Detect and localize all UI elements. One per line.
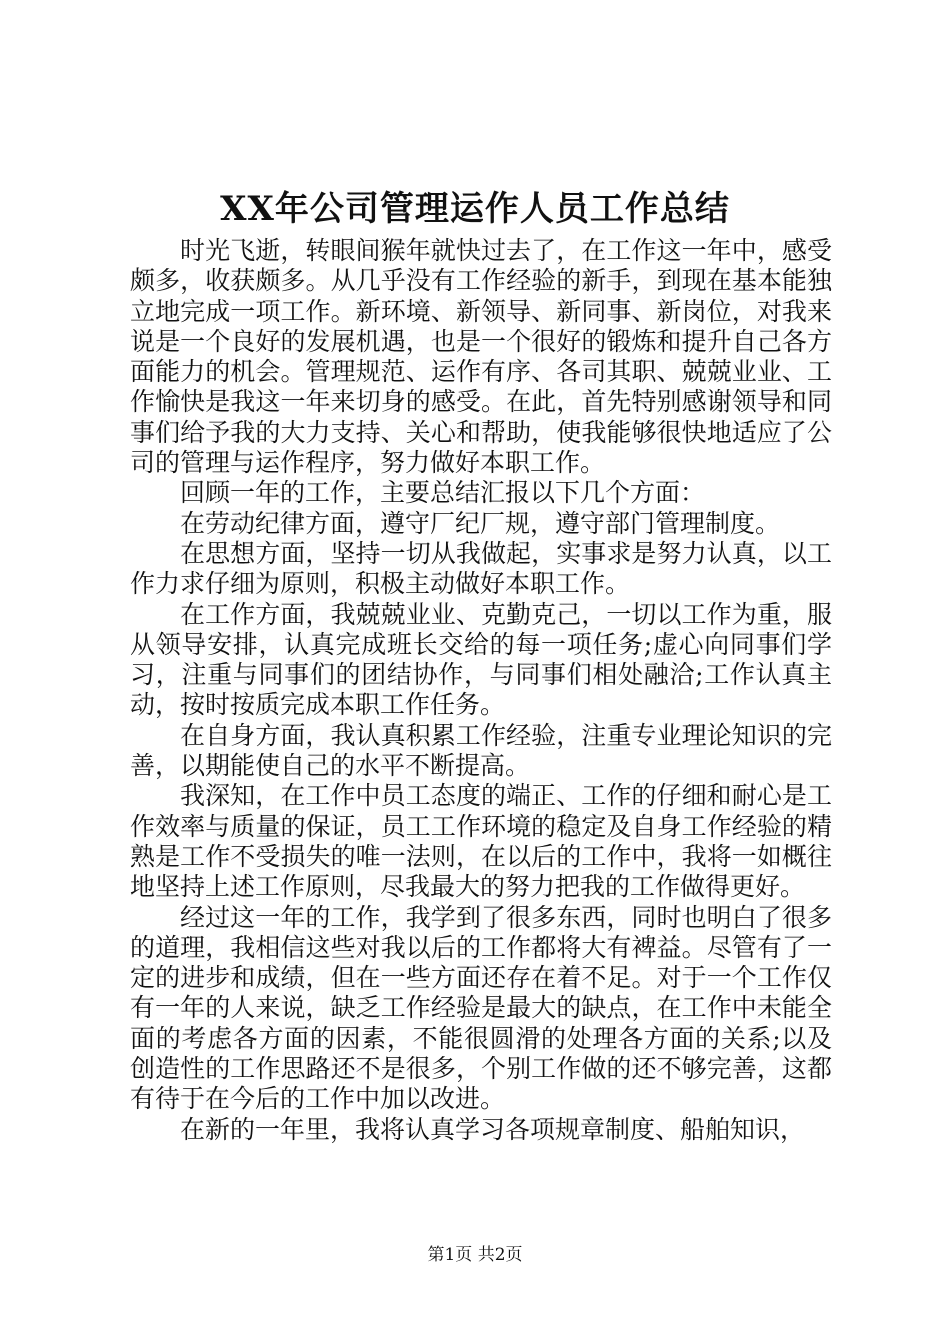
paragraph: 经过这一年的工作，我学到了很多东西，同时也明白了很多的道理，我相信这些对我以后的工作都将大有裨益。尽管有了一定的进步和成绩，但在一些方面还存在着不足。对于一个工作仅有一年的人来说，缺乏工作经验是最大的缺点，在工作中未能全面的考虑各方面的因素，不能很圆滑的处理各方面的关系;以及创造性的工作思路还不是很多，个别工作做的还不够完善，这都有待于在今后的工作中加以改进。 [130, 902, 832, 1114]
paragraph: 回顾一年的工作，主要总结汇报以下几个方面： [180, 478, 706, 508]
paragraph: 我深知，在工作中员工态度的端正、工作的仔细和耐心是工作效率与质量的保证，员工工作环境的稳定及自身工作经验的精熟是工作不受损失的唯一法则，在以后的工作中，我将一如概往地坚持上述工作原则，尽我最大的努力把我的工作做得更好。 [130, 781, 832, 902]
paragraph: 在劳动纪律方面，遵守厂纪厂规，遵守部门管理制度。 [180, 508, 781, 538]
paragraph: 在新的一年里，我将认真学习各项规章制度、船舶知识， [180, 1114, 806, 1144]
paragraph: 在思想方面，坚持一切从我做起，实事求是努力认真，以工作力求仔细为原则，积极主动做好本职工作。 [130, 538, 832, 599]
paragraph: 时光飞逝，转眼间猴年就快过去了，在工作这一年中，感受颇多，收获颇多。从几乎没有工作经验的新手，到现在基本能独立地完成一项工作。新环境、新领导、新同事、新岗位，对我来说是一个良好的发展机遇，也是一个很好的锻炼和提升自己各方面能力的机会。管理规范、运作有序、各司其职、兢兢业业、工作愉快是我这一年来切身的感受。在此，首先特别感谢领导和同事们给予我的大力支持、关心和帮助，使我能够很快地适应了公司的管理与运作程序，努力做好本职工作。 [130, 236, 832, 478]
paragraph: 在工作方面，我兢兢业业、克勤克己，一切以工作为重，服从领导安排，认真完成班长交给的每一项任务;虚心向同事们学习，注重与同事们的团结协作，与同事们相处融洽;工作认真主动，按时按质完成本职工作任务。 [130, 599, 832, 720]
paragraph: 在自身方面，我认真积累工作经验，注重专业理论知识的完善，以期能使自己的水平不断提高。 [130, 720, 832, 781]
document-body [130, 236, 832, 1145]
page-footer: 第1页 共2页 [427, 1245, 523, 1265]
document-title: XX年公司管理运作人员工作总结 [220, 189, 730, 229]
